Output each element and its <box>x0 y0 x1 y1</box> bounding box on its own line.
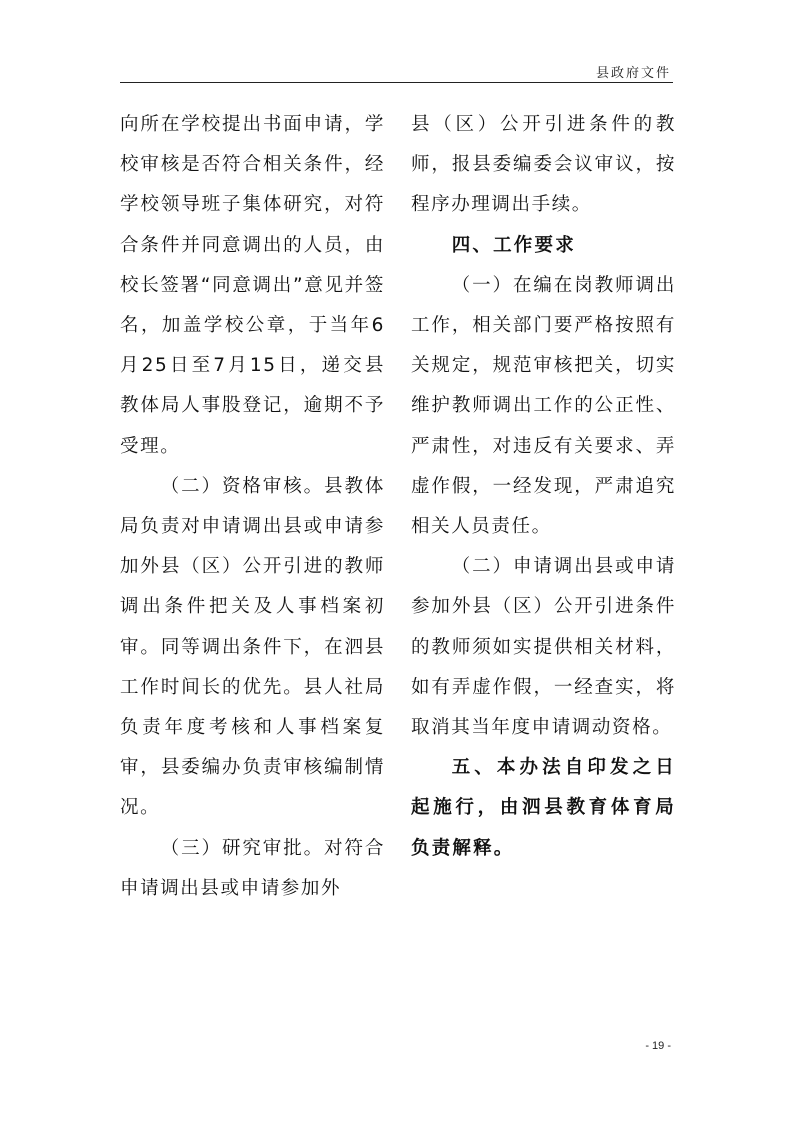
page-number: - 19 - <box>645 1040 671 1052</box>
left-paragraph-study-approval: （三）研究审批。对符合申请调出县或申请参加外 <box>120 837 385 899</box>
left-paragraph-qualification-review: （二）资格审核。县教体局负责对申请调出县或申请参加外县（区）公开引进的教师调出条件把关及人事档案初审。同等调出条件下，在泗县工作时间长的优先。县人社局负责年度考核和人事档案复审，县委编办负责审核编制情况。 <box>120 475 385 819</box>
left-paragraph-continuation: 向所在学校提出书面申请，学校审核是否符合相关条件，经学校领导班子集体研究，对符合条件并同意调出的人员，由校长签署“同意调出”意见并签名，加盖学校公章，于当年6月25日至7月15日，递交县教体局人事股登记，逾期不予受理。 <box>120 114 385 457</box>
header-title: 县政府文件 <box>595 66 671 81</box>
closing-clause: 五、本办法自印发之日起施行，由泗县教育体育局负责解释。 <box>411 757 676 859</box>
left-column <box>120 105 385 909</box>
right-paragraph-continuation: 县（区）公开引进条件的教师，报县委编委会议审议，按程序办理调出手续。 <box>411 114 676 216</box>
right-column <box>411 105 676 869</box>
header-rule <box>120 82 673 83</box>
right-paragraph-item-1: （一）在编在岗教师调出工作，相关部门要严格按照有关规定，规范审核把关，切实维护教师调出工作的公正性、严肃性，对违反有关要求、弄虚作假，一经发现，严肃追究相关人员责任。 <box>411 274 676 538</box>
right-paragraph-item-2: （二）申请调出县或申请参加外县（区）公开引进条件的教师须如实提供相关材料，如有弄虚作假，一经查实，将取消其当年度申请调动资格。 <box>411 556 676 739</box>
section-heading-work-requirements: 四、工作要求 <box>451 234 576 256</box>
